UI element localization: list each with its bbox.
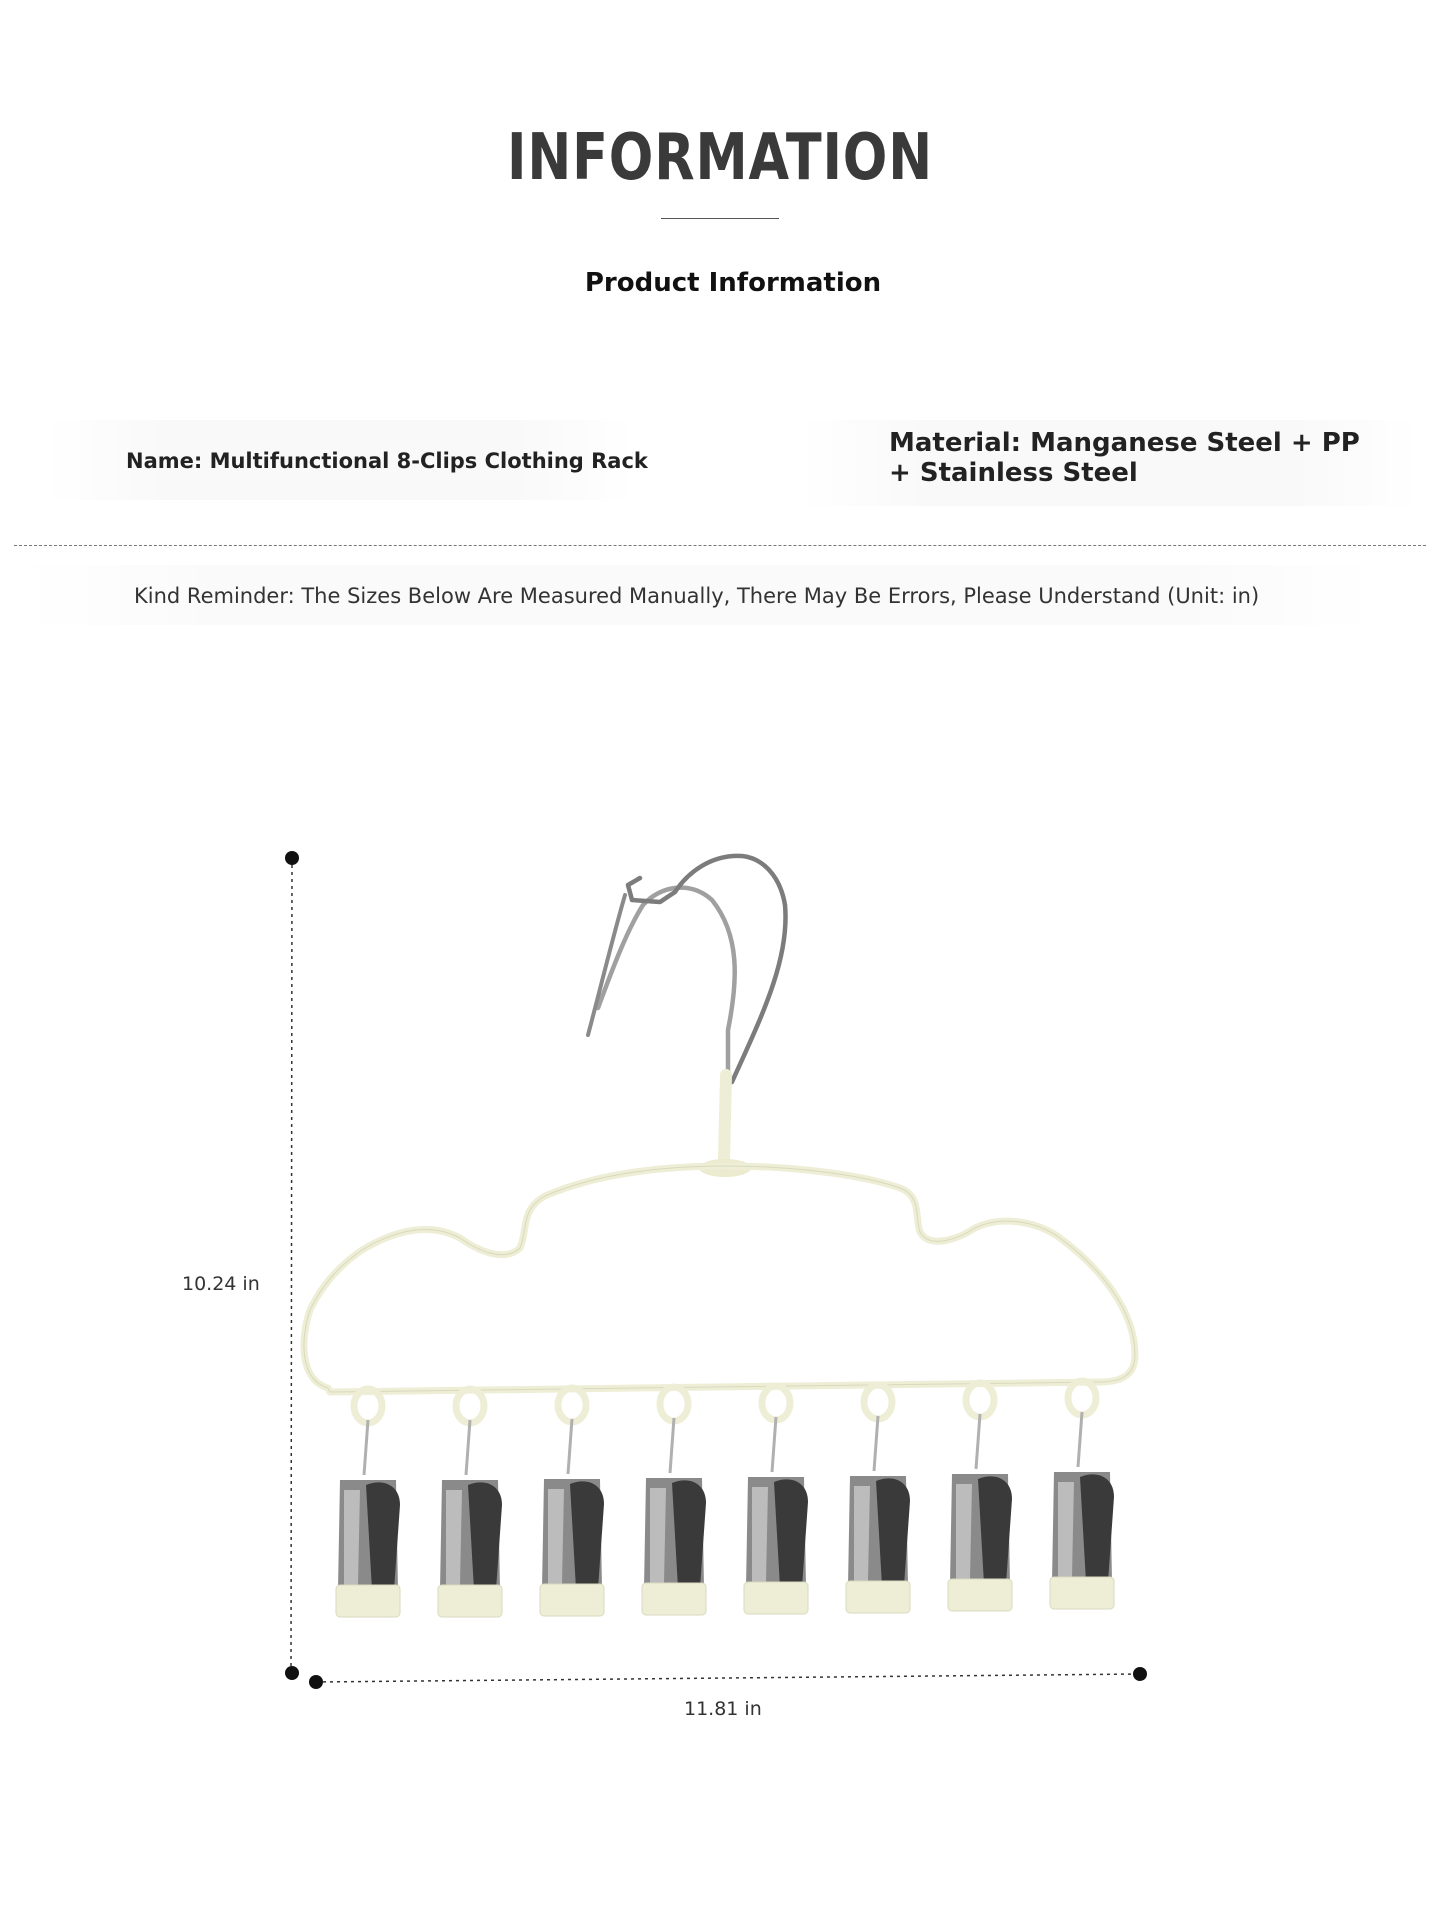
- product-material: Material: Manganese Steel + PP + Stainless Steel: [889, 428, 1360, 488]
- height-dimension-line: [285, 851, 299, 1680]
- clip-icon: [642, 1387, 706, 1615]
- width-label: 11.81 in: [684, 1698, 762, 1720]
- clip-icon: [744, 1386, 808, 1614]
- clip-icon: [438, 1389, 502, 1617]
- clip-icon: [1050, 1381, 1114, 1609]
- clip-icon: [540, 1388, 604, 1616]
- section-subtitle: Product Information: [584, 268, 882, 298]
- clothing-rack-icon: [304, 856, 1135, 1617]
- product-name: Name: Multifunctional 8-Clips Clothing Rack: [126, 449, 648, 473]
- clip-icon: [336, 1389, 400, 1617]
- page-heading: INFORMATION: [507, 121, 933, 195]
- width-dimension-line: [309, 1667, 1147, 1689]
- clip-icon: [948, 1383, 1012, 1611]
- size-reminder: Kind Reminder: The Sizes Below Are Measured Manually, There May Be Errors, Please Understand (Unit: in): [134, 584, 1260, 608]
- clip-icon: [846, 1385, 910, 1613]
- height-label: 10.24 in: [182, 1273, 260, 1295]
